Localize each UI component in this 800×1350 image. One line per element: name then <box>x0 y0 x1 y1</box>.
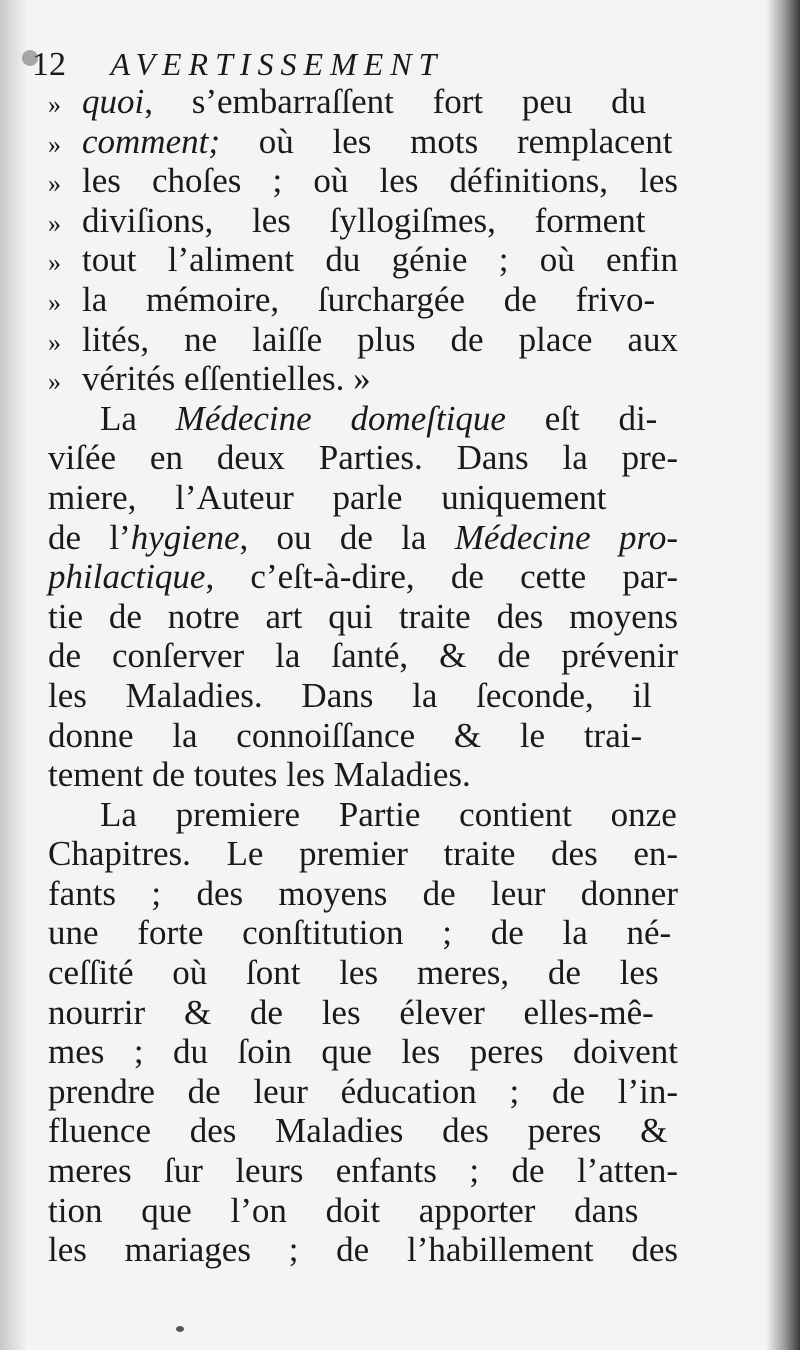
roman-text: de conſerver la ſanté, & de prévenir <box>48 636 679 676</box>
text-line <box>48 359 678 399</box>
roman-text: viſée en deux Parties. Dans la pre- <box>48 438 678 478</box>
line-content <box>48 597 678 636</box>
italic-text: quoi <box>82 82 145 121</box>
line-content <box>48 1151 678 1190</box>
text-line <box>48 161 678 201</box>
roman-text: eſt di- <box>505 398 658 438</box>
italic-text: comment; <box>82 121 221 161</box>
text-line <box>48 597 678 637</box>
roman-text: lités, ne laiſſe plus de place aux <box>82 319 679 359</box>
text-line <box>48 557 678 597</box>
text-line <box>48 201 678 241</box>
text-line <box>48 82 678 122</box>
line-content <box>82 82 646 121</box>
running-title: AVERTISSEMENT <box>110 46 444 82</box>
roman-text: Chapitres. Le premier traite des en- <box>48 834 679 874</box>
text-line <box>48 834 678 874</box>
roman-text: mes ; du ſoin que les peres doivent <box>48 1032 679 1072</box>
line-content <box>48 716 642 755</box>
roman-text: une forte conſtitution ; de la né- <box>48 913 672 953</box>
text-line <box>48 1072 678 1112</box>
quote-mark: » <box>48 129 61 159</box>
line-content <box>48 913 671 952</box>
roman-text: La <box>100 398 176 438</box>
text-line <box>48 874 678 914</box>
line-content <box>48 478 606 517</box>
roman-text: la mémoire, ſurchargée de frivo- <box>82 279 656 319</box>
line-content <box>48 518 678 557</box>
roman-text: donne la connoiſſance & le trai- <box>48 715 643 755</box>
quote-mark: » <box>48 169 61 199</box>
line-content <box>48 1032 678 1071</box>
text-line <box>48 438 678 478</box>
text-line <box>48 636 678 676</box>
line-content <box>48 438 678 477</box>
line-content <box>100 795 677 834</box>
line-content <box>48 676 652 715</box>
line-content <box>48 1191 638 1230</box>
roman-text: diviſions, les ſyllogiſmes, forment <box>82 200 646 240</box>
line-content <box>48 636 678 675</box>
line-content <box>48 953 659 992</box>
italic-text: hygiene <box>130 517 240 557</box>
text-line <box>48 320 678 360</box>
quote-mark: » <box>48 327 61 357</box>
text-line <box>48 399 678 439</box>
text-line <box>48 518 678 558</box>
text-line <box>48 755 678 795</box>
roman-text: les mariages ; de l’habillement des <box>48 1230 678 1270</box>
text-line <box>48 795 678 835</box>
line-content <box>82 122 672 161</box>
line-content <box>82 240 678 279</box>
italic-text: Médecine domeſtique <box>175 398 506 438</box>
roman-text: les choſes ; où les définitions, les <box>82 161 679 201</box>
quote-mark: » <box>48 208 61 238</box>
line-content <box>100 399 657 438</box>
text-line <box>48 953 678 993</box>
line-content <box>48 755 471 794</box>
text-line <box>48 1151 678 1191</box>
roman-text: ceſſité où ſont les meres, de les <box>48 953 659 993</box>
roman-text: , s’embarraſſent fort peu du <box>144 82 647 121</box>
line-content <box>48 993 654 1032</box>
text-line <box>48 1111 678 1151</box>
roman-text: fluence des Maladies des peres & <box>48 1111 668 1151</box>
text-line <box>48 913 678 953</box>
roman-text: miere, l’Auteur parle uniquement <box>48 477 607 517</box>
text-line <box>48 1032 678 1072</box>
text-line <box>48 240 678 280</box>
line-content <box>48 557 678 596</box>
roman-text: les Maladies. Dans la ſeconde, il <box>48 675 652 715</box>
line-content <box>82 161 678 200</box>
line-content <box>82 201 645 240</box>
quote-mark: » <box>48 367 61 397</box>
body-text <box>48 82 678 1270</box>
line-content <box>48 834 678 873</box>
roman-text: tement de toutes les Maladies. <box>48 755 471 795</box>
line-content <box>82 280 655 319</box>
text-line <box>48 716 678 756</box>
quote-mark: » <box>48 90 61 119</box>
quote-mark: » <box>48 248 61 278</box>
text-line <box>48 1230 678 1270</box>
line-content <box>48 1072 678 1111</box>
roman-text: , ou de la <box>239 517 455 557</box>
text-line <box>48 122 678 162</box>
roman-text: tie de notre art qui traite des moyens <box>48 596 678 636</box>
line-content <box>82 320 678 359</box>
text-line <box>48 280 678 320</box>
italic-text: philactique <box>48 557 206 597</box>
line-content <box>48 874 678 913</box>
ink-speck <box>176 1326 184 1332</box>
roman-text: vérités eſſentielles. » <box>82 359 371 399</box>
roman-text: , c’eſt-à-dire, de cette par- <box>205 557 678 597</box>
page-gutter-shadow <box>0 0 28 1350</box>
roman-text: tout l’aliment du génie ; où enfin <box>82 240 678 280</box>
quote-mark: » <box>48 287 61 317</box>
roman-text: nourrir & de les élever elles-mê- <box>48 992 654 1032</box>
italic-text: Médecine pro- <box>454 517 678 557</box>
line-content <box>48 1111 667 1150</box>
roman-text: où les mots remplacent <box>220 121 673 161</box>
roman-text: de l’ <box>48 517 131 557</box>
text-line <box>48 676 678 716</box>
text-line <box>48 1191 678 1231</box>
page-number: 12 <box>32 46 66 83</box>
text-line <box>48 478 678 518</box>
text-line <box>48 993 678 1033</box>
line-content <box>48 1230 678 1269</box>
roman-text: prendre de leur éducation ; de l’in- <box>48 1071 679 1111</box>
roman-text: La premiere Partie contient onze <box>100 794 677 834</box>
line-content <box>82 359 371 398</box>
roman-text: meres ſur leurs enfants ; de l’atten- <box>48 1151 679 1191</box>
roman-text: fants ; des moyens de leur donner <box>48 873 678 913</box>
roman-text: tion que l’on doit apporter dans <box>48 1190 639 1230</box>
page-edge-shadow <box>766 0 800 1350</box>
